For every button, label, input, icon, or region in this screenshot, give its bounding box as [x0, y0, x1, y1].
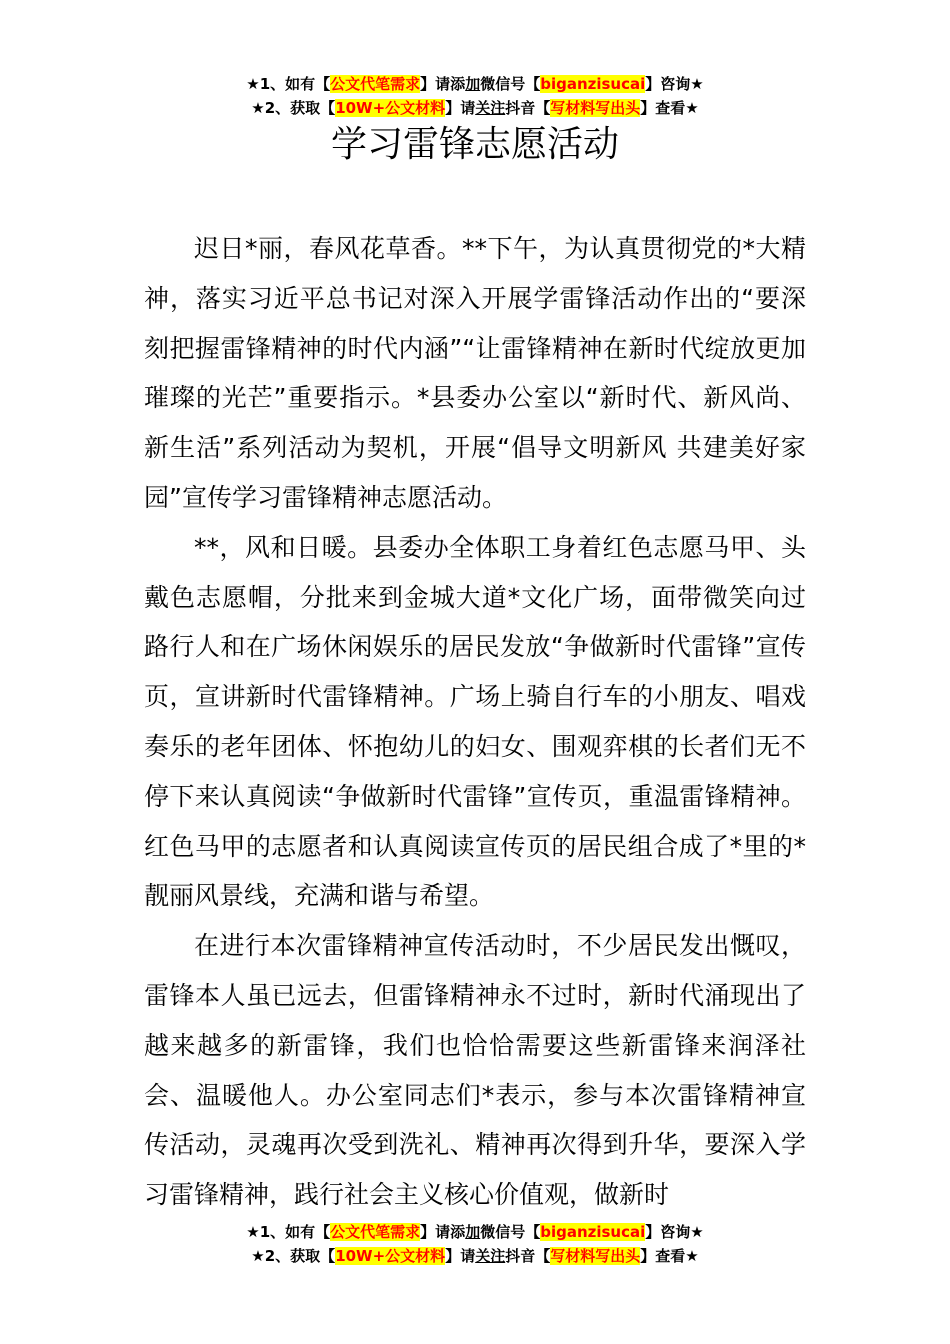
promo-highlight: 10W+公文材料 [335, 99, 446, 117]
promo-emphasis: 关注 [475, 99, 506, 117]
document-body [144, 224, 806, 1214]
promo-line-2 [0, 96, 950, 120]
promo-text: 】请添 [420, 1223, 466, 1241]
promo-banner-bottom [0, 1220, 950, 1268]
promo-highlight: biganzisucai [540, 75, 646, 93]
promo-line-1 [0, 72, 950, 96]
promo-text: 抖音【 [505, 1247, 551, 1265]
promo-emphasis: 关注 [475, 1247, 506, 1265]
promo-emphasis: 加 [465, 75, 481, 93]
body-paragraph: 迟日*丽，春风花草香。**下午，为认真贯彻党的*大精神，落实习近平总书记对深入开展学雷锋活动作出的“要深刻把握雷锋精神的时代内涵”“让雷锋精神在新时代绽放更加璀璨的光芒”重要指示。*县委办公室以“新时代、新风尚、新生活”系列活动为契机，开展“倡导文明新风 共建美好家园”宣传学习雷锋精神志愿活动。 [144, 234, 806, 512]
promo-highlight: 公文代笔需求 [330, 75, 421, 93]
promo-highlight: 公文代笔需求 [330, 1223, 421, 1241]
promo-text: 微信号【 [480, 75, 541, 93]
promo-text: 】请添 [420, 75, 466, 93]
promo-text: 抖音【 [505, 99, 551, 117]
promo-highlight: 10W+公文材料 [335, 1247, 446, 1265]
promo-text: ★1、如有【 [246, 1223, 331, 1241]
promo-text: ★1、如有【 [246, 75, 331, 93]
body-paragraph: **，风和日暖。县委办全体职工身着红色志愿马甲、头戴色志愿帽，分批来到金城大道*文化广场，面带微笑向过路行人和在广场休闲娱乐的居民发放“争做新时代雷锋”宣传页，宣讲新时代雷锋精神。广场上骑自行车的小朋友、唱戏奏乐的老年团体、怀抱幼儿的妇女、围观弈棋的长者们无不停下来认真阅读“争做新时代雷锋”宣传页，重温雷锋精神。红色马甲的志愿者和认真阅读宣传页的居民组合成了*里的*靓丽风景线，充满和谐与希望。 [144, 532, 806, 911]
promo-text: 】请 [445, 99, 476, 117]
promo-text: 】查看★ [640, 99, 699, 117]
promo-text: 】咨询★ [645, 75, 704, 93]
promo-banner-top [0, 72, 950, 120]
document-title: 学习雷锋志愿活动 [330, 124, 619, 165]
promo-text: ★2、获取【 [251, 99, 336, 117]
promo-text: ★2、获取【 [251, 1247, 336, 1265]
promo-highlight: 写材料写出头 [550, 99, 641, 117]
promo-text: 】查看★ [640, 1247, 699, 1265]
promo-emphasis: 加 [465, 1223, 481, 1241]
promo-text: 】咨询★ [645, 1223, 704, 1241]
promo-text: 】请 [445, 1247, 476, 1265]
promo-highlight: biganzisucai [540, 1223, 646, 1241]
promo-line-2 [0, 1244, 950, 1268]
promo-text: 微信号【 [480, 1223, 541, 1241]
document-body-clip [0, 224, 950, 1214]
body-paragraph: 在进行本次雷锋精神宣传活动时，不少居民发出慨叹，雷锋本人虽已远去，但雷锋精神永不过时，新时代涌现出了越来越多的新雷锋，我们也恰恰需要这些新雷锋来润泽社会、温暖他人。办公室同志们*表示，参与本次雷锋精神宣传活动，灵魂再次受到洗礼、精神再次得到升华，要深入学习雷锋精神，践行社会主义核心价值观，做新时 [144, 931, 806, 1210]
promo-line-1 [0, 1220, 950, 1244]
promo-highlight: 写材料写出头 [550, 1247, 641, 1265]
